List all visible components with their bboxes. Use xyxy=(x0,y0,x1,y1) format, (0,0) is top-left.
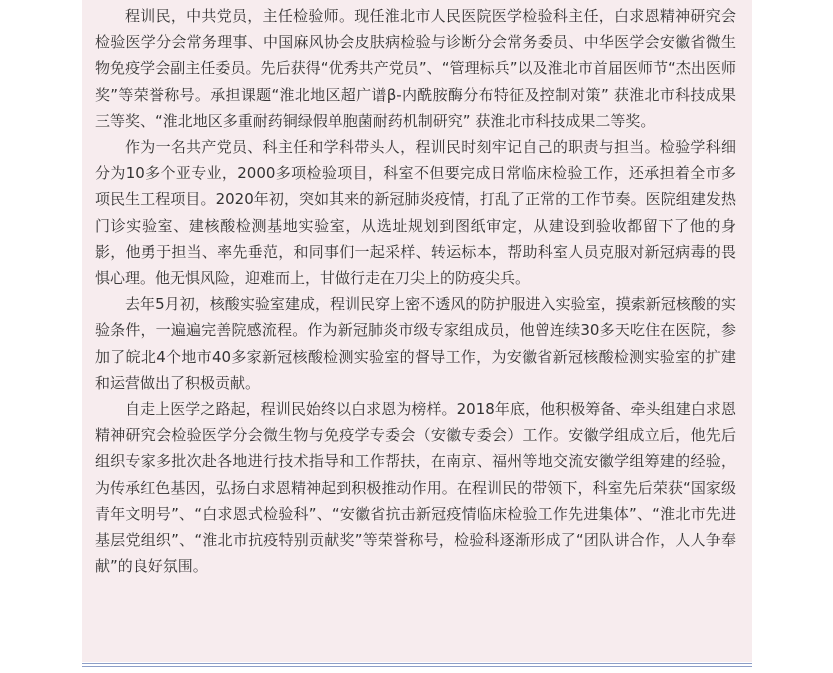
bottom-divider-secondary xyxy=(82,666,752,667)
article-panel xyxy=(82,0,752,662)
paragraph-biography: 程训民，中共党员，主任检验师。现任淮北市人民医院医学检验科主任，白求恩精神研究会检验医学分会常务理事、中国麻风协会皮肤病检验与诊断分会常务委员、中华医学会安徽省微生物免疫学会副主任委员。先后获得“优秀共产党员”、“管理标兵”以及淮北市首届医师节“杰出医师奖”等荣誉称号。承担课题“淮北地区超广谱β-内酰胺酶分布特征及控制对策” 获淮北市科技成果三等奖、“淮北地区多重耐药铜绿假单胞菌耐药机制研究” 获淮北市科技成果二等奖。 xyxy=(95,7,736,130)
paragraph-responsibility: 作为一名共产党员、科主任和学科带头人，程训民时刻牢记自己的职责与担当。检验学科细分为10多个亚专业，2000多项检验项目，科室不但要完成日常临床检验工作，还承担着全市多项民生工程项目。2020年初，突如其来的新冠肺炎疫情，打乱了正常的工作节奏。医院组建发热门诊实验室、建核酸检测基地实验室，从选址规划到图纸审定，从建设到验收都留下了他的身影，他勇于担当、率先垂范，和同事们一起采样、转运标本，帮助科室人员克服对新冠病毒的畏惧心理。他无惧风险，迎难而上，甘做行走在刀尖上的防疫尖兵。 xyxy=(95,138,736,288)
paragraph-nucleic-acid-lab: 去年5月初，核酸实验室建成，程训民穿上密不透风的防护服进入实验室，摸索新冠核酸的实验条件，一遍遍完善院感流程。作为新冠肺炎市级专家组成员，他曾连续30多天吃住在医院，参加了皖北4个地市40多家新冠核酸检测实验室的督导工作，为安徽省新冠核酸检测实验室的扩建和运营做出了积极贡献。 xyxy=(95,295,736,392)
paragraph-bethune-spirit: 自走上医学之路起，程训民始终以白求恩为榜样。2018年底，他积极筹备、牵头组建白求恩精神研究会检验医学分会微生物与免疫学专委会（安徽专委会）工作。安徽学组成立后，他先后组织专家多批次赴各地进行技术指导和工作帮扶，在南京、福州等地交流安徽学组筹建的经验，为传承红色基因，弘扬白求恩精神起到积极推动作用。在程训民的带领下，科室先后荣获“国家级青年文明号”、“白求恩式检验科”、“安徽省抗击新冠疫情临床检验工作先进集体”、“淮北市先进基层党组织”、“淮北市抗疫特别贡献奖”等荣誉称号，检验科逐渐形成了“团队讲合作，人人争奉献”的良好氛围。 xyxy=(95,400,736,576)
article-body xyxy=(95,3,736,579)
bottom-divider xyxy=(82,663,752,664)
